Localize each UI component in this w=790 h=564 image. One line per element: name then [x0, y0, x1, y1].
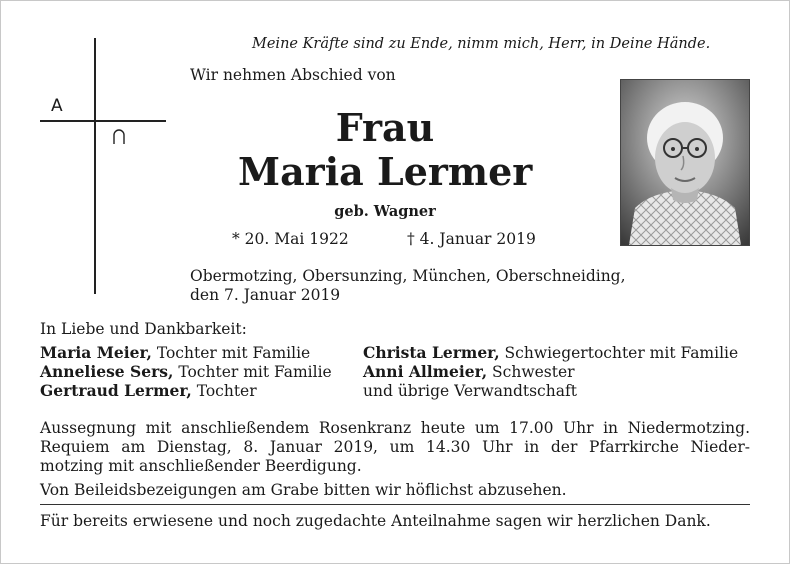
divider: [40, 504, 750, 505]
mourner-relation: Tochter mit Familie: [173, 363, 332, 381]
service-line-1: Aussegnung mit anschließendem Rosenkranz heute um 17.00 Uhr in Niedermotzing.: [40, 419, 750, 437]
service-line-3: motzing mit anschließender Beerdigung.: [40, 457, 362, 475]
mourner-left-2: [40, 362, 332, 381]
mourner-right-1: [363, 343, 738, 362]
mourner-right-3: [363, 381, 577, 400]
motto-quote: Meine Kräfte sind zu Ende, nimm mich, Herr, in Deine Hände.: [252, 36, 711, 52]
mourner-name: Anneliese Sers,: [40, 362, 174, 381]
portrait-illustration: [621, 80, 749, 245]
mourner-name: Anni Allmeier,: [363, 362, 488, 381]
cross-horizontal-beam: [40, 120, 166, 122]
mourner-relation: und übrige Verwandtschaft: [363, 382, 577, 400]
mourners-heading: In Liebe und Dankbarkeit:: [40, 320, 247, 338]
death-date: † 4. Januar 2019: [407, 230, 536, 248]
mourner-name: Gertraud Lermer,: [40, 381, 192, 400]
mourner-relation: Schwester: [487, 363, 575, 381]
mourner-relation: Schwiegertochter mit Familie: [499, 344, 739, 362]
mourner-left-1: [40, 343, 310, 362]
mourner-relation: Tochter mit Familie: [151, 344, 311, 362]
service-line-2: Requiem am Dienstag, 8. Januar 2019, um 14.30 Uhr in der Pfarrkirche Nieder-: [40, 438, 750, 456]
maiden-name: geb. Wagner: [334, 203, 436, 220]
mourner-name: Maria Meier,: [40, 343, 152, 362]
birth-date: * 20. Mai 1922: [232, 230, 349, 248]
portrait-photo: [620, 79, 750, 246]
condolence-note: Von Beileidsbezeigungen am Grabe bitten wir höflichst abzusehen.: [40, 481, 567, 499]
cross-vertical-beam: [94, 38, 96, 294]
mourner-right-2: [363, 362, 575, 381]
place-line-1: Obermotzing, Obersunzing, München, Oberschneiding,: [190, 267, 626, 285]
omega-icon: [112, 129, 126, 145]
mourner-relation: Tochter: [191, 382, 257, 400]
thanks-line: Für bereits erwiesene und noch zugedachte Anteilnahme sagen wir herzlichen Dank.: [40, 512, 711, 530]
alpha-symbol: A: [51, 96, 63, 116]
mourner-left-3: [40, 381, 257, 400]
deceased-name: Maria Lermer: [238, 149, 533, 194]
intro-text: Wir nehmen Abschied von: [190, 66, 396, 84]
mourner-name: Christa Lermer,: [363, 343, 500, 362]
place-line-2: den 7. Januar 2019: [190, 286, 341, 304]
salutation: Frau: [335, 105, 435, 150]
omega-symbol: [112, 129, 126, 149]
service-details: [40, 419, 750, 476]
